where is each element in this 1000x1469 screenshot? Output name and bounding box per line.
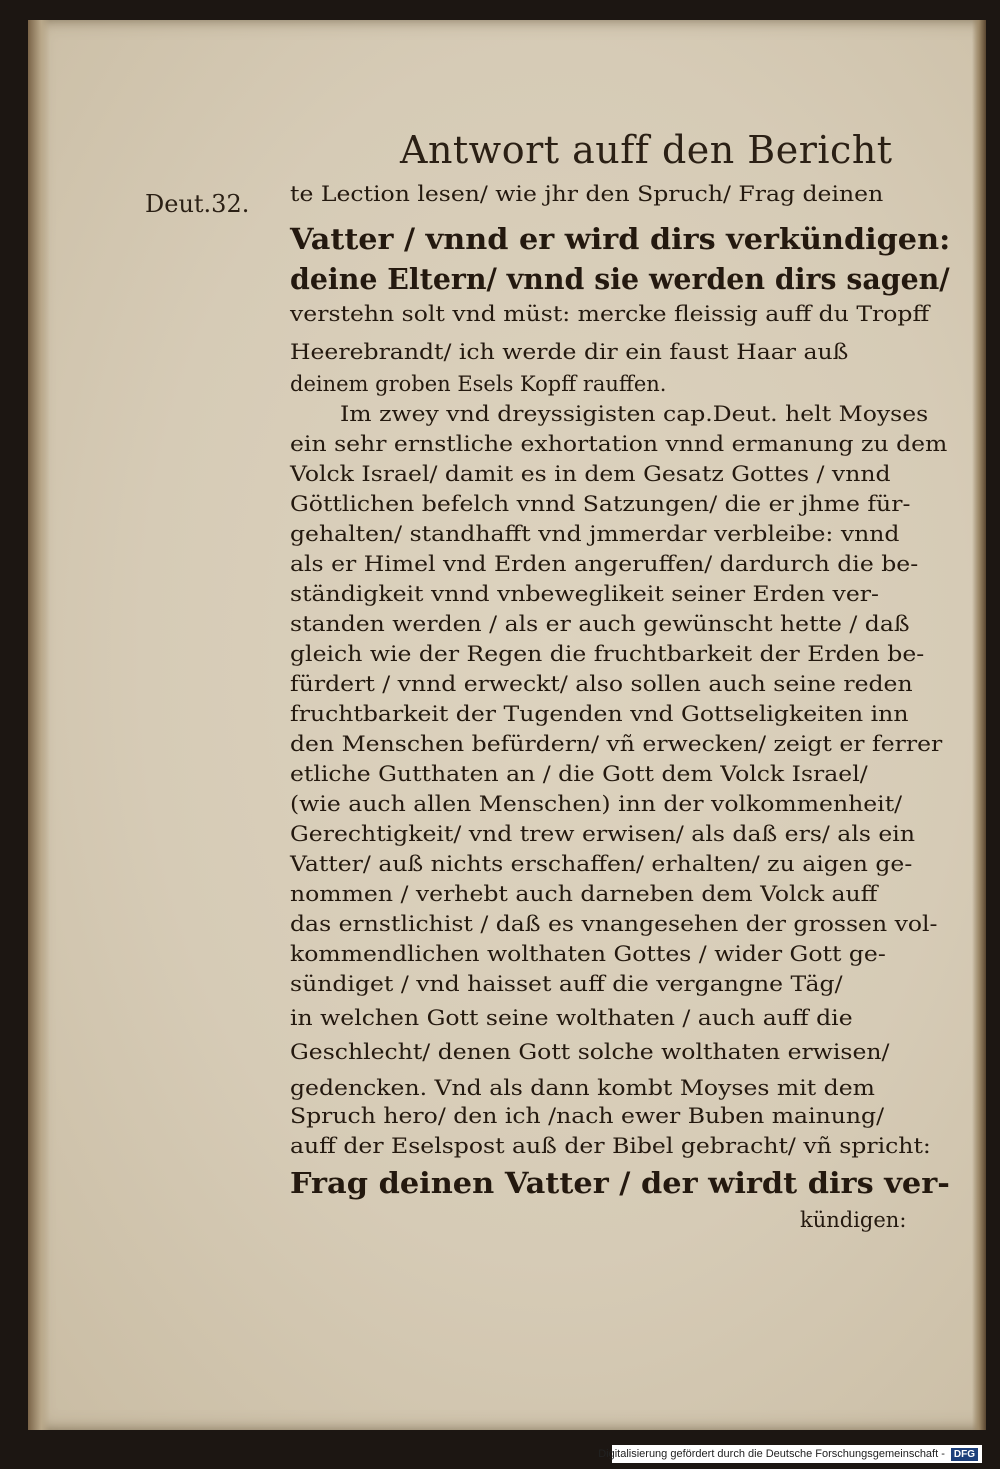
text-line: Gerechtigkeit/ vnd trew erwisen/ als daß ers/ als ein [290,822,915,846]
text-line: deinem groben Esels Kopff rauffen. [290,372,667,396]
running-header: Antwort auff den Bericht [400,128,893,172]
page-edge [972,20,986,1430]
footer-bar [598,1445,982,1463]
text-line: das ernstlichist / daß es vnangesehen der grossen vol- [290,912,938,936]
text-line: nommen / verhebt auch darneben dem Volck auff [290,882,878,906]
text-line: (wie auch allen Menschen) inn der volkommenheit/ [290,792,903,816]
text-line: standen werden / als er auch gewünscht hette / daß [290,612,910,636]
text-line: verstehn solt vnd müst: mercke fleissig auff du Tropff [290,302,930,326]
dfg-logo: DFG [951,1448,978,1461]
text-line: fürdert / vnnd erweckt/ also sollen auch seine reden [290,672,913,696]
text-line: Geschlecht/ denen Gott solche wolthaten erwisen/ [290,1040,890,1064]
text-line: Im zwey vnd dreyssigisten cap.Deut. helt Moyses [340,402,929,426]
text-line: fruchtbarkeit der Tugenden vnd Gottseligkeiten inn [290,702,909,726]
text-line: Volck Israel/ damit es in dem Gesatz Gottes / vnnd [290,462,891,486]
text-line: Frag deinen Vatter / der wirdt dirs ver- [290,1166,950,1200]
text-line: te Lection lesen/ wie jhr den Spruch/ Frag deinen [290,182,884,206]
text-line: Spruch hero/ den ich /nach ewer Buben mainung/ [290,1104,885,1128]
text-line: gedencken. Vnd als dann kombt Moyses mit dem [290,1076,875,1100]
text-line: deine Eltern/ vnnd sie werden dirs sagen/ [290,262,950,296]
text-line: Heerebrandt/ ich werde dir ein faust Haar auß [290,340,849,364]
text-line: kündigen: [800,1208,907,1232]
margin-reference: Deut.32. [145,190,250,218]
text-line: Göttlichen befelch vnnd Satzungen/ die er jhme für- [290,492,911,516]
footer-text: Digitalisierung gefördert durch die Deutsche Forschungsgemeinschaft - [598,1448,945,1460]
text-line: gleich wie der Regen die fruchtbarkeit der Erden be- [290,642,925,666]
text-line: sündiget / vnd haisset auff die vergangne Täg/ [290,972,843,996]
page-gutter [28,20,50,1430]
text-line: auff der Eselspost auß der Bibel gebracht/ vñ spricht: [290,1134,931,1158]
text-line: etliche Gutthaten an / die Gott dem Volck Israel/ [290,762,868,786]
text-line: ständigkeit vnnd vnbeweglikeit seiner Erden ver- [290,582,879,606]
text-line: als er Himel vnd Erden angeruffen/ dardurch die be- [290,552,919,576]
text-line: den Menschen befürdern/ vñ erwecken/ zeigt er ferrer [290,732,943,756]
text-line: gehalten/ standhafft vnd jmmerdar verbleibe: vnnd [290,522,900,546]
text-line: in welchen Gott seine wolthaten / auch auff die [290,1006,853,1030]
text-line: kommendlichen wolthaten Gottes / wider Gott ge- [290,942,886,966]
text-line: ein sehr ernstliche exhortation vnnd ermanung zu dem [290,432,948,456]
text-line: Vatter/ auß nichts erschaffen/ erhalten/ zu aigen ge- [290,852,913,876]
text-line: Vatter / vnnd er wird dirs verkündigen: [290,222,951,256]
